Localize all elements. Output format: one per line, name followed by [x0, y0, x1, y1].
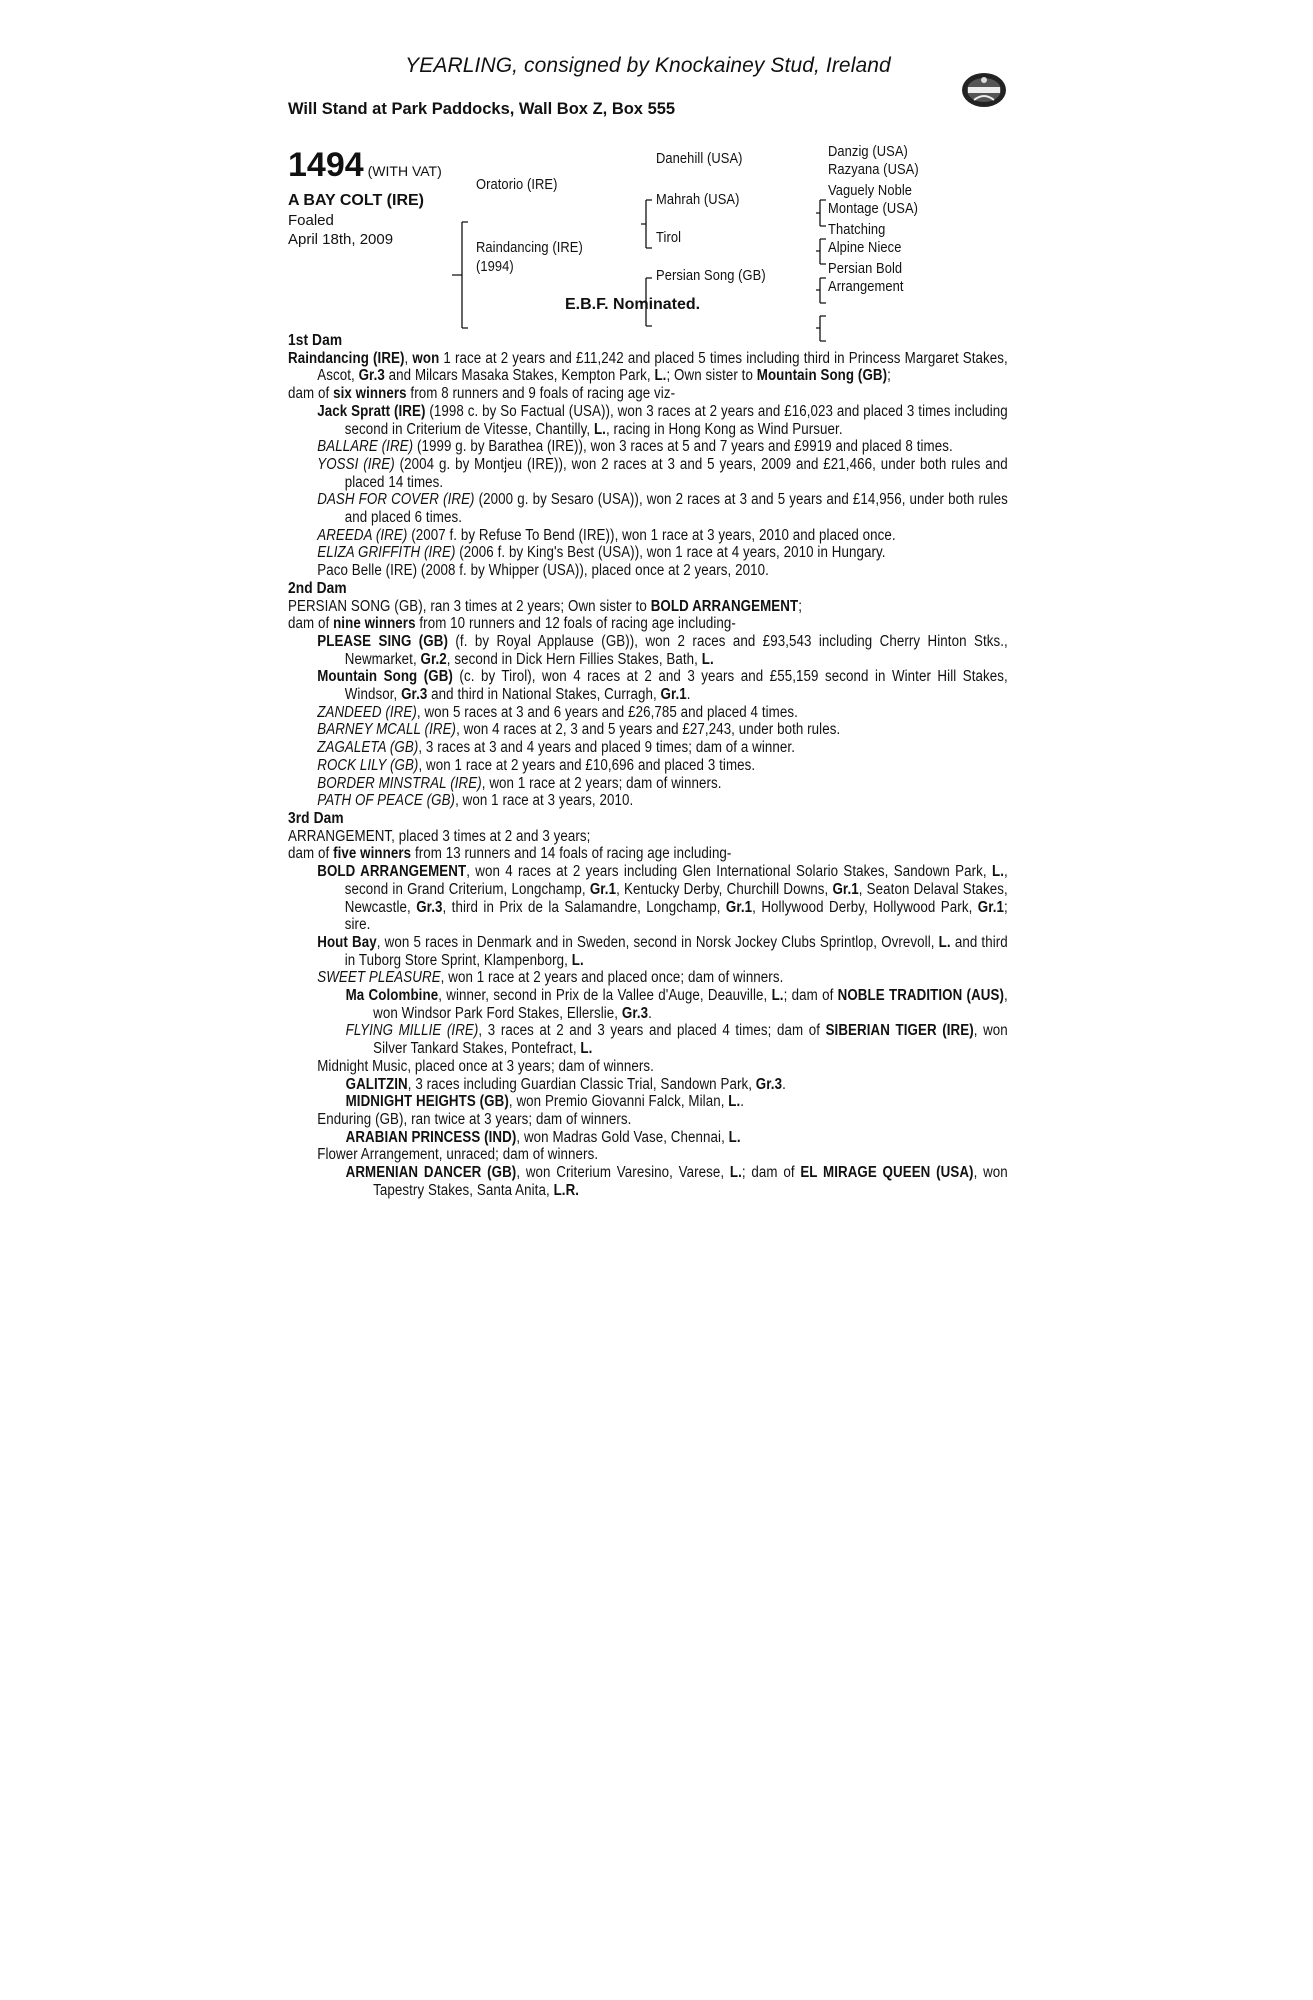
produce-entry: ROCK LILY (GB), won 1 race at 2 years and £10,696 and placed 3 times.: [317, 756, 756, 774]
produce-entry: SWEET PLEASURE, won 1 race at 2 years and placed once; dam of winners.: [317, 969, 784, 987]
third-dam-heading: 3rd Dam: [288, 809, 344, 827]
pedigree-sire: Oratorio (IRE): [476, 176, 558, 193]
third-dam-record: ARRANGEMENT, placed 3 times at 2 and 3 years;: [288, 827, 591, 845]
produce-entry: BALLARE (IRE) (1999 g. by Barathea (IRE)), won 3 races at 5 and 7 years and £9919 and placed 8 times.: [317, 438, 953, 456]
produce-entry: Paco Belle (IRE) (2008 f. by Whipper (USA)), placed once at 2 years, 2010.: [317, 562, 769, 580]
produce-entry: YOSSI (IRE) (2004 g. by Montjeu (IRE)), won 2 races at 3 and 5 years, 2009 and £21,466, under both rules and placed 14 times.: [317, 455, 1008, 491]
ebf-nomination: E.B.F. Nominated.: [565, 296, 701, 313]
lot-description: A BAY COLT (IRE): [288, 192, 425, 209]
sire-bracket: [641, 200, 652, 248]
pedigree-sire-sire: Danehill (USA): [656, 150, 743, 167]
pedigree-dds: Persian Bold: [828, 260, 903, 277]
produce-entry: Enduring (GB), ran twice at 3 years; dam of winners.: [317, 1110, 632, 1128]
produce-entry: Mountain Song (GB) (c. by Tirol), won 4 races at 2 and 3 years and £55,159 second in Winter Hill Stakes, Windsor, Gr.3 and third in National Stakes, Curragh, Gr.1.: [317, 668, 1008, 704]
foaled-label: Foaled: [288, 212, 334, 229]
produce-entry: GALITZIN, 3 races including Guardian Classic Trial, Sandown Park, Gr.3.: [345, 1075, 786, 1093]
lot-number: 1494: [288, 146, 364, 184]
produce-entry: ARABIAN PRINCESS (IND), won Madras Gold Vase, Chennai, L.: [345, 1128, 741, 1146]
produce-entry: BORDER MINSTRAL (IRE), won 1 race at 2 years; dam of winners.: [317, 774, 722, 792]
produce-entry: ZAGALETA (GB), 3 races at 3 and 4 years and placed 9 times; dam of a winner.: [317, 739, 796, 757]
pedigree-sdd: Montage (USA): [828, 200, 919, 217]
pedigree-dam-sire: Tirol: [656, 229, 682, 246]
first-dam-produce-summary: dam of six winners from 8 runners and 9 foals of racing age viz-: [288, 385, 676, 403]
pedigree-ddd: Arrangement: [828, 278, 904, 295]
pedigree-dsd: Alpine Niece: [828, 239, 902, 256]
pedigree-sire-dam: Mahrah (USA): [656, 191, 740, 208]
produce-entry: ZANDEED (IRE), won 5 races at 3 and 6 years and £26,785 and placed 4 times.: [317, 703, 798, 721]
first-dam-record: Raindancing (IRE), won 1 race at 2 years and £11,242 and placed 5 times including third in Princess Margaret Stakes, Ascot, Gr.3 and Milcars Masaka Stakes, Kempton Park, L.; Own sister to Mountain Song (GB);: [288, 349, 1008, 385]
produce-entry: FLYING MILLIE (IRE), 3 races at 2 and 3 years and placed 4 times; dam of SIBERIAN TIGER (IRE), won Silver Tankard Stakes, Pontefract, L.: [345, 1022, 1008, 1058]
produce-entry: PLEASE SING (GB) (f. by Royal Applause (GB)), won 2 races and £93,543 including Cherry Hinton Stks., Newmarket, Gr.2, second in Dick Hern Fillies Stakes, Bath, L.: [317, 632, 1008, 668]
second-dam-heading: 2nd Dam: [288, 579, 347, 597]
pedigree-dam-dam: Persian Song (GB): [656, 267, 766, 284]
pedigree-ssd: Razyana (USA): [828, 161, 919, 178]
produce-entry: MIDNIGHT HEIGHTS (GB), won Premio Giovanni Falck, Milan, L..: [345, 1093, 745, 1111]
second-dam-produce-summary: dam of nine winners from 10 runners and 12 foals of racing age including-: [288, 615, 736, 633]
produce-entry: AREEDA (IRE) (2007 f. by Refuse To Bend (IRE)), won 1 race at 3 years, 2010 and placed once.: [317, 526, 896, 544]
pedigree-dam: Raindancing (IRE): [476, 239, 583, 256]
produce-entry: ARMENIAN DANCER (GB), won Criterium Varesino, Varese, L.; dam of EL MIRAGE QUEEN (USA), won Tapestry Stakes, Santa Anita, L.R.: [345, 1164, 1008, 1199]
produce-entry: Ma Colombine, winner, second in Prix de la Vallee d'Auge, Deauville, L.; dam of NOBLE TRADITION (AUS), won Windsor Park Ford Stakes, Ellerslie, Gr.3.: [345, 987, 1008, 1022]
pedigree-dss: Thatching: [828, 221, 886, 238]
pedigree-sss: Danzig (USA): [828, 143, 908, 160]
page-title: YEARLING, consigned by Knockainey Stud, Ireland: [405, 54, 891, 77]
produce-entry: Jack Spratt (IRE) (1998 c. by So Factual (USA)), won 3 races at 2 years and £16,023 and placed 3 times including second in Criterium de Vitesse, Chantilly, L., racing in Hong Kong as Wind Pursuer.: [317, 402, 1008, 438]
pedigree-sds: Vaguely Noble: [828, 182, 913, 199]
main-bracket: [452, 222, 468, 328]
produce-entry: Flower Arrangement, unraced; dam of winners.: [317, 1146, 599, 1164]
first-dam-heading: 1st Dam: [288, 332, 343, 349]
produce-entry: PATH OF PEACE (GB), won 1 race at 3 years, 2010.: [317, 792, 634, 810]
foaling-date: April 18th, 2009: [288, 231, 394, 248]
produce-entry: Midnight Music, placed once at 3 years; dam of winners.: [317, 1057, 654, 1075]
pedigree-dam-year: (1994): [476, 258, 514, 275]
produce-entry: BOLD ARRANGEMENT, won 4 races at 2 years including Glen International Solario Stakes, Sandown Park, L., second in Grand Criterium, Longchamp, Gr.1, Kentucky Derby, Churchill Downs, Gr.1, Seaton Delaval Stakes, Newcastle, Gr.3, third in Prix de la Salamandre, Longchamp, Gr.1, Hollywood Derby, Hollywood Park, Gr.1; sire.: [317, 863, 1008, 934]
produce-entry: BARNEY MCALL (IRE), won 4 races at 2, 3 and 5 years and £27,243, under both rules.: [317, 721, 841, 739]
produce-record: [288, 332, 1008, 1199]
second-dam-record: PERSIAN SONG (GB), ran 3 times at 2 years; Own sister to BOLD ARRANGEMENT;: [288, 597, 803, 615]
produce-entry: ELIZA GRIFFITH (IRE) (2006 f. by King's Best (USA)), won 1 race at 4 years, 2010 in Hungary.: [317, 544, 886, 562]
vat-note: (WITH VAT): [367, 163, 442, 179]
third-dam-produce-summary: dam of five winners from 13 runners and 14 foals of racing age including-: [288, 845, 732, 863]
produce-entry: DASH FOR COVER (IRE) (2000 g. by Sesaro (USA)), won 2 races at 3 and 5 years and £14,956, under both rules and placed 6 times.: [317, 491, 1008, 527]
produce-entry: Hout Bay, won 5 races in Denmark and in Sweden, second in Norsk Jockey Clubs Sprintlop, Ovrevoll, L. and third in Tuborg Store Sprint, Klampenborg, L.: [317, 933, 1008, 969]
stand-location: Will Stand at Park Paddocks, Wall Box Z, Box 555: [288, 100, 676, 118]
